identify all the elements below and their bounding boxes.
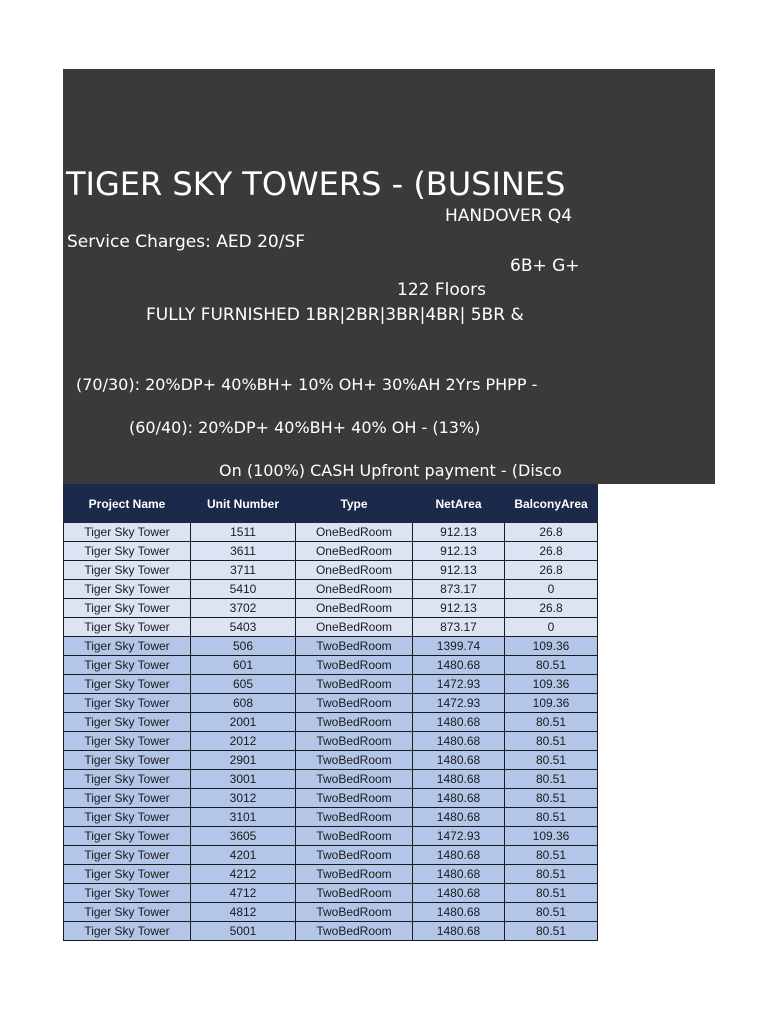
cell-balcony-area: 80.51 bbox=[505, 770, 598, 789]
cell-net-area: 1480.68 bbox=[413, 865, 505, 884]
cell-unit-number: 2001 bbox=[191, 713, 296, 732]
floors-spec-text: 6B+ G+ bbox=[510, 256, 580, 276]
cell-type: OneBedRoom bbox=[296, 599, 413, 618]
cell-project-name: Tiger Sky Tower bbox=[64, 561, 191, 580]
cell-net-area: 912.13 bbox=[413, 561, 505, 580]
cell-type: TwoBedRoom bbox=[296, 732, 413, 751]
cell-type: TwoBedRoom bbox=[296, 637, 413, 656]
cell-balcony-area: 80.51 bbox=[505, 751, 598, 770]
project-title: TIGER SKY TOWERS - (BUSINES bbox=[66, 165, 566, 203]
cell-balcony-area: 0 bbox=[505, 580, 598, 599]
column-header-project-name: Project Name bbox=[64, 485, 191, 523]
table-row bbox=[64, 922, 598, 941]
table-row bbox=[64, 808, 598, 827]
cell-project-name: Tiger Sky Tower bbox=[64, 789, 191, 808]
cell-balcony-area: 80.51 bbox=[505, 846, 598, 865]
cell-net-area: 1480.68 bbox=[413, 884, 505, 903]
cell-balcony-area: 0 bbox=[505, 618, 598, 637]
cell-unit-number: 605 bbox=[191, 675, 296, 694]
cell-project-name: Tiger Sky Tower bbox=[64, 542, 191, 561]
units-table bbox=[63, 484, 598, 941]
cell-type: TwoBedRoom bbox=[296, 922, 413, 941]
cell-project-name: Tiger Sky Tower bbox=[64, 523, 191, 542]
cell-net-area: 1472.93 bbox=[413, 675, 505, 694]
cell-net-area: 873.17 bbox=[413, 580, 505, 599]
cell-net-area: 1480.68 bbox=[413, 808, 505, 827]
cell-net-area: 1480.68 bbox=[413, 846, 505, 865]
banner-text-area bbox=[63, 69, 597, 484]
cell-project-name: Tiger Sky Tower bbox=[64, 884, 191, 903]
cell-type: TwoBedRoom bbox=[296, 846, 413, 865]
cell-unit-number: 4712 bbox=[191, 884, 296, 903]
payment-plan-60-40: (60/40): 20%DP+ 40%BH+ 40% OH - (13%) bbox=[129, 418, 481, 437]
cell-unit-number: 4212 bbox=[191, 865, 296, 884]
cell-unit-number: 3605 bbox=[191, 827, 296, 846]
cell-project-name: Tiger Sky Tower bbox=[64, 618, 191, 637]
table-row bbox=[64, 903, 598, 922]
cell-type: TwoBedRoom bbox=[296, 675, 413, 694]
cell-unit-number: 1511 bbox=[191, 523, 296, 542]
cell-net-area: 912.13 bbox=[413, 542, 505, 561]
cell-unit-number: 2012 bbox=[191, 732, 296, 751]
cell-unit-number: 3101 bbox=[191, 808, 296, 827]
table-header-row bbox=[64, 485, 598, 523]
cell-project-name: Tiger Sky Tower bbox=[64, 770, 191, 789]
cell-project-name: Tiger Sky Tower bbox=[64, 846, 191, 865]
cell-balcony-area: 109.36 bbox=[505, 694, 598, 713]
cell-unit-number: 5001 bbox=[191, 922, 296, 941]
cell-type: TwoBedRoom bbox=[296, 789, 413, 808]
cell-project-name: Tiger Sky Tower bbox=[64, 808, 191, 827]
cell-net-area: 1480.68 bbox=[413, 751, 505, 770]
cell-project-name: Tiger Sky Tower bbox=[64, 599, 191, 618]
cell-balcony-area: 109.36 bbox=[505, 675, 598, 694]
cell-unit-number: 5410 bbox=[191, 580, 296, 599]
handover-text: HANDOVER Q4 bbox=[445, 206, 573, 226]
cell-balcony-area: 80.51 bbox=[505, 884, 598, 903]
cell-project-name: Tiger Sky Tower bbox=[64, 675, 191, 694]
cell-type: TwoBedRoom bbox=[296, 865, 413, 884]
cell-balcony-area: 80.51 bbox=[505, 922, 598, 941]
cell-unit-number: 4812 bbox=[191, 903, 296, 922]
cell-net-area: 1472.93 bbox=[413, 694, 505, 713]
table-row bbox=[64, 751, 598, 770]
cell-net-area: 1399.74 bbox=[413, 637, 505, 656]
table-row bbox=[64, 789, 598, 808]
cell-net-area: 1480.68 bbox=[413, 770, 505, 789]
table-row bbox=[64, 599, 598, 618]
service-charges-text: Service Charges: AED 20/SF bbox=[67, 232, 306, 252]
cell-project-name: Tiger Sky Tower bbox=[64, 903, 191, 922]
cell-balcony-area: 26.8 bbox=[505, 542, 598, 561]
cell-project-name: Tiger Sky Tower bbox=[64, 751, 191, 770]
cell-unit-number: 2901 bbox=[191, 751, 296, 770]
cell-unit-number: 3611 bbox=[191, 542, 296, 561]
column-header-type: Type bbox=[296, 485, 413, 523]
cell-type: OneBedRoom bbox=[296, 542, 413, 561]
cell-balcony-area: 80.51 bbox=[505, 789, 598, 808]
floors-text: 122 Floors bbox=[397, 280, 487, 300]
cell-balcony-area: 80.51 bbox=[505, 865, 598, 884]
project-banner bbox=[63, 69, 715, 484]
furnished-text: FULLY FURNISHED 1BR|2BR|3BR|4BR| 5BR & bbox=[146, 305, 524, 325]
cell-net-area: 1480.68 bbox=[413, 789, 505, 808]
cell-type: TwoBedRoom bbox=[296, 808, 413, 827]
cell-unit-number: 4201 bbox=[191, 846, 296, 865]
cell-unit-number: 5403 bbox=[191, 618, 296, 637]
cell-type: OneBedRoom bbox=[296, 561, 413, 580]
cell-project-name: Tiger Sky Tower bbox=[64, 580, 191, 599]
column-header-balcony-area: BalconyArea bbox=[505, 485, 598, 523]
cash-payment-text: On (100%) CASH Upfront payment - (Disco bbox=[219, 461, 562, 480]
table-row bbox=[64, 656, 598, 675]
cell-balcony-area: 80.51 bbox=[505, 903, 598, 922]
table-row bbox=[64, 618, 598, 637]
table-row bbox=[64, 694, 598, 713]
cell-balcony-area: 109.36 bbox=[505, 637, 598, 656]
cell-balcony-area: 80.51 bbox=[505, 656, 598, 675]
cell-net-area: 912.13 bbox=[413, 523, 505, 542]
cell-type: TwoBedRoom bbox=[296, 903, 413, 922]
table-row bbox=[64, 884, 598, 903]
cell-unit-number: 3711 bbox=[191, 561, 296, 580]
cell-type: TwoBedRoom bbox=[296, 751, 413, 770]
cell-balcony-area: 26.8 bbox=[505, 561, 598, 580]
cell-unit-number: 3702 bbox=[191, 599, 296, 618]
cell-unit-number: 608 bbox=[191, 694, 296, 713]
cell-type: TwoBedRoom bbox=[296, 694, 413, 713]
column-header-unit-number: Unit Number bbox=[191, 485, 296, 523]
cell-balcony-area: 26.8 bbox=[505, 599, 598, 618]
cell-net-area: 1472.93 bbox=[413, 827, 505, 846]
cell-net-area: 1480.68 bbox=[413, 656, 505, 675]
cell-unit-number: 601 bbox=[191, 656, 296, 675]
cell-type: TwoBedRoom bbox=[296, 827, 413, 846]
cell-net-area: 1480.68 bbox=[413, 903, 505, 922]
cell-unit-number: 3012 bbox=[191, 789, 296, 808]
table-row bbox=[64, 713, 598, 732]
cell-project-name: Tiger Sky Tower bbox=[64, 713, 191, 732]
cell-type: OneBedRoom bbox=[296, 523, 413, 542]
cell-type: TwoBedRoom bbox=[296, 713, 413, 732]
cell-type: TwoBedRoom bbox=[296, 770, 413, 789]
cell-net-area: 1480.68 bbox=[413, 732, 505, 751]
cell-type: OneBedRoom bbox=[296, 618, 413, 637]
cell-project-name: Tiger Sky Tower bbox=[64, 656, 191, 675]
table-row bbox=[64, 675, 598, 694]
cell-net-area: 873.17 bbox=[413, 618, 505, 637]
cell-balcony-area: 26.8 bbox=[505, 523, 598, 542]
column-header-net-area: NetArea bbox=[413, 485, 505, 523]
table-row bbox=[64, 561, 598, 580]
cell-project-name: Tiger Sky Tower bbox=[64, 732, 191, 751]
table-row bbox=[64, 637, 598, 656]
cell-balcony-area: 80.51 bbox=[505, 732, 598, 751]
table-row bbox=[64, 732, 598, 751]
table-row bbox=[64, 542, 598, 561]
cell-net-area: 912.13 bbox=[413, 599, 505, 618]
cell-project-name: Tiger Sky Tower bbox=[64, 637, 191, 656]
cell-unit-number: 506 bbox=[191, 637, 296, 656]
cell-net-area: 1480.68 bbox=[413, 713, 505, 732]
table-body bbox=[64, 523, 598, 941]
cell-balcony-area: 80.51 bbox=[505, 713, 598, 732]
table-row bbox=[64, 523, 598, 542]
cell-type: OneBedRoom bbox=[296, 580, 413, 599]
cell-project-name: Tiger Sky Tower bbox=[64, 694, 191, 713]
cell-type: TwoBedRoom bbox=[296, 884, 413, 903]
cell-net-area: 1480.68 bbox=[413, 922, 505, 941]
cell-project-name: Tiger Sky Tower bbox=[64, 865, 191, 884]
table-row bbox=[64, 846, 598, 865]
table-row bbox=[64, 580, 598, 599]
cell-project-name: Tiger Sky Tower bbox=[64, 922, 191, 941]
table-row bbox=[64, 827, 598, 846]
table-row bbox=[64, 865, 598, 884]
cell-unit-number: 3001 bbox=[191, 770, 296, 789]
payment-plan-70-30: (70/30): 20%DP+ 40%BH+ 10% OH+ 30%AH 2Yrs PHPP - bbox=[76, 375, 538, 394]
cell-type: TwoBedRoom bbox=[296, 656, 413, 675]
cell-balcony-area: 80.51 bbox=[505, 808, 598, 827]
cell-project-name: Tiger Sky Tower bbox=[64, 827, 191, 846]
table-row bbox=[64, 770, 598, 789]
cell-balcony-area: 109.36 bbox=[505, 827, 598, 846]
